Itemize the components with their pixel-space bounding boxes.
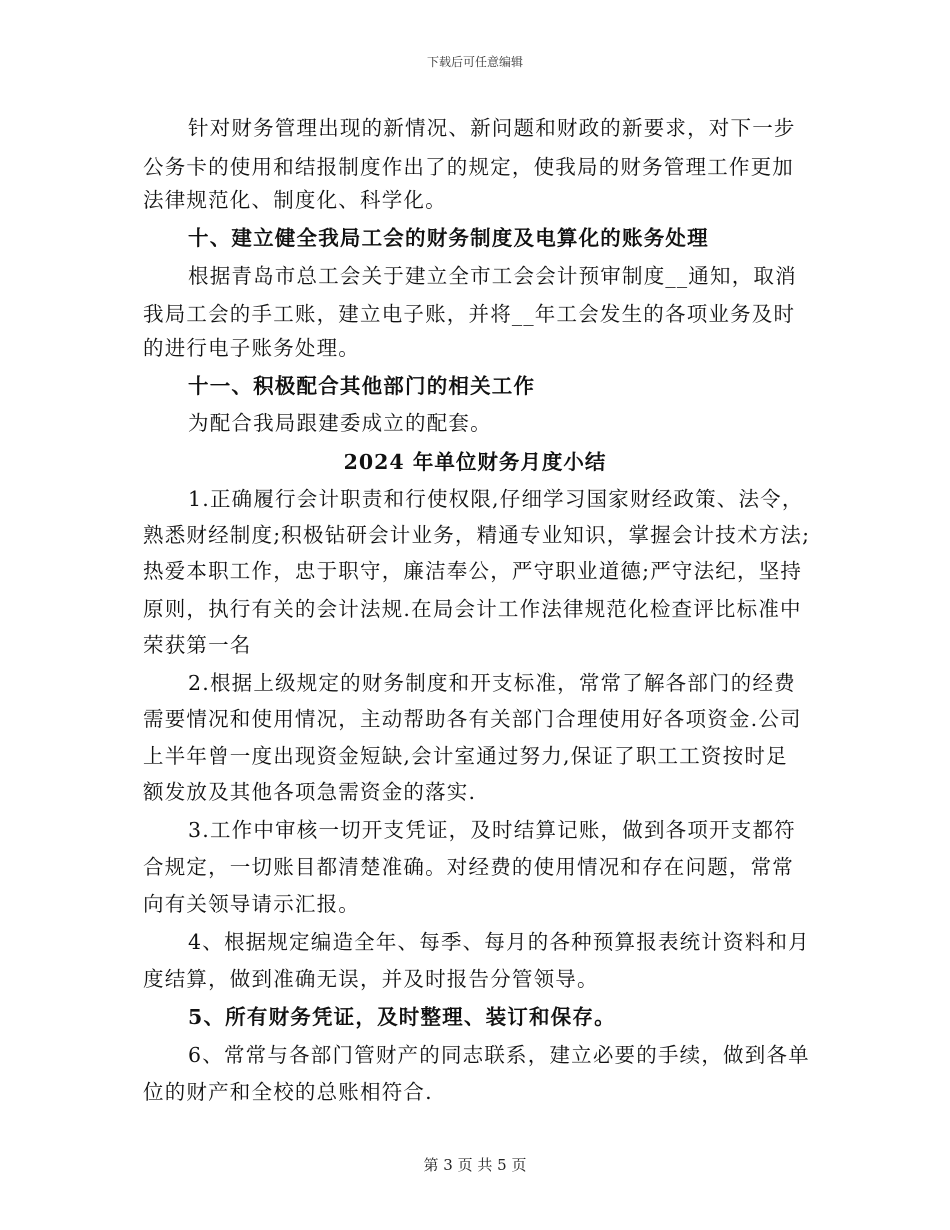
paragraph-line: 根据青岛市总工会关于建立全市工会会计预审制度__通知，取消 (188, 264, 797, 288)
section-heading-10: 十、建立健全我局工会的财务制度及电算化的账务处理 (188, 226, 709, 250)
list-item-line: 向有关领导请示汇报。 (143, 892, 360, 916)
list-item-line: 度结算，做到准确无误，并及时报告分管领导。 (143, 967, 599, 991)
list-item-line: 荣获第一名 (143, 633, 252, 657)
list-item-line: 1.正确履行会计职责和行使权限,仔细学习国家财经政策、法令， (188, 487, 804, 511)
list-item-line: 位的财产和全校的总账相符合. (143, 1080, 433, 1104)
list-item-line: 3.工作中审核一切开支凭证，及时结算记账，做到各项开支都符 (188, 818, 796, 842)
paragraph-line: 针对财务管理出现的新情况、新问题和财政的新要求，对下一步 (188, 116, 796, 140)
paragraph-line: 的进行电子账务处理。 (143, 336, 360, 360)
list-item-line: 5、所有财务凭证，及时整理、装订和保存。 (188, 1005, 616, 1029)
list-item-line: 4、根据规定编造全年、每季、每月的各种预算报表统计资料和月 (188, 930, 810, 954)
list-item-line: 6、常常与各部门管财产的同志联系，建立必要的手续，做到各单 (188, 1043, 810, 1067)
paragraph-line: 为配合我局跟建委成立的配套。 (188, 411, 492, 435)
list-item-line: 熟悉财经制度;积极钻研会计业务，精通专业知识，掌握会计技术方法; (143, 523, 811, 547)
list-item-line: 额发放及其他各项急需资金的落实. (143, 780, 477, 804)
section-heading-11: 十一、积极配合其他部门的相关工作 (188, 374, 536, 398)
list-item-line: 上半年曾一度出现资金短缺,会计室通过努力,保证了职工工资按时足 (143, 744, 788, 768)
document-title: 2024 年单位财务月度小结 (343, 450, 607, 474)
paragraph-line: 我局工会的手工账，建立电子账，并将__年工会发生的各项业务及时 (143, 302, 796, 326)
list-item-line: 需要情况和使用情况，主动帮助各有关部门合理使用好各项资金.公司 (143, 707, 802, 731)
paragraph-line: 公务卡的使用和结报制度作出了的规定，使我局的财务管理工作更加 (143, 155, 794, 179)
list-item-line: 原则，执行有关的会计法规.在局会计工作法律规范化检查评比标准中 (143, 597, 802, 621)
list-item-line: 合规定，一切账目都清楚准确。对经费的使用情况和存在问题，常常 (143, 855, 794, 879)
paragraph-line: 法律规范化、制度化、科学化。 (143, 188, 447, 212)
list-item-line: 2.根据上级规定的财务制度和开支标准，常常了解各部门的经费 (188, 671, 796, 695)
page-number-footer: 第 3 页 共 5 页 (423, 1156, 527, 1174)
list-item-line: 热爱本职工作，忠于职守，廉洁奉公，严守职业道德;严守法纪，坚持 (143, 559, 803, 583)
page-header-note: 下载后可任意编辑 (426, 55, 523, 69)
